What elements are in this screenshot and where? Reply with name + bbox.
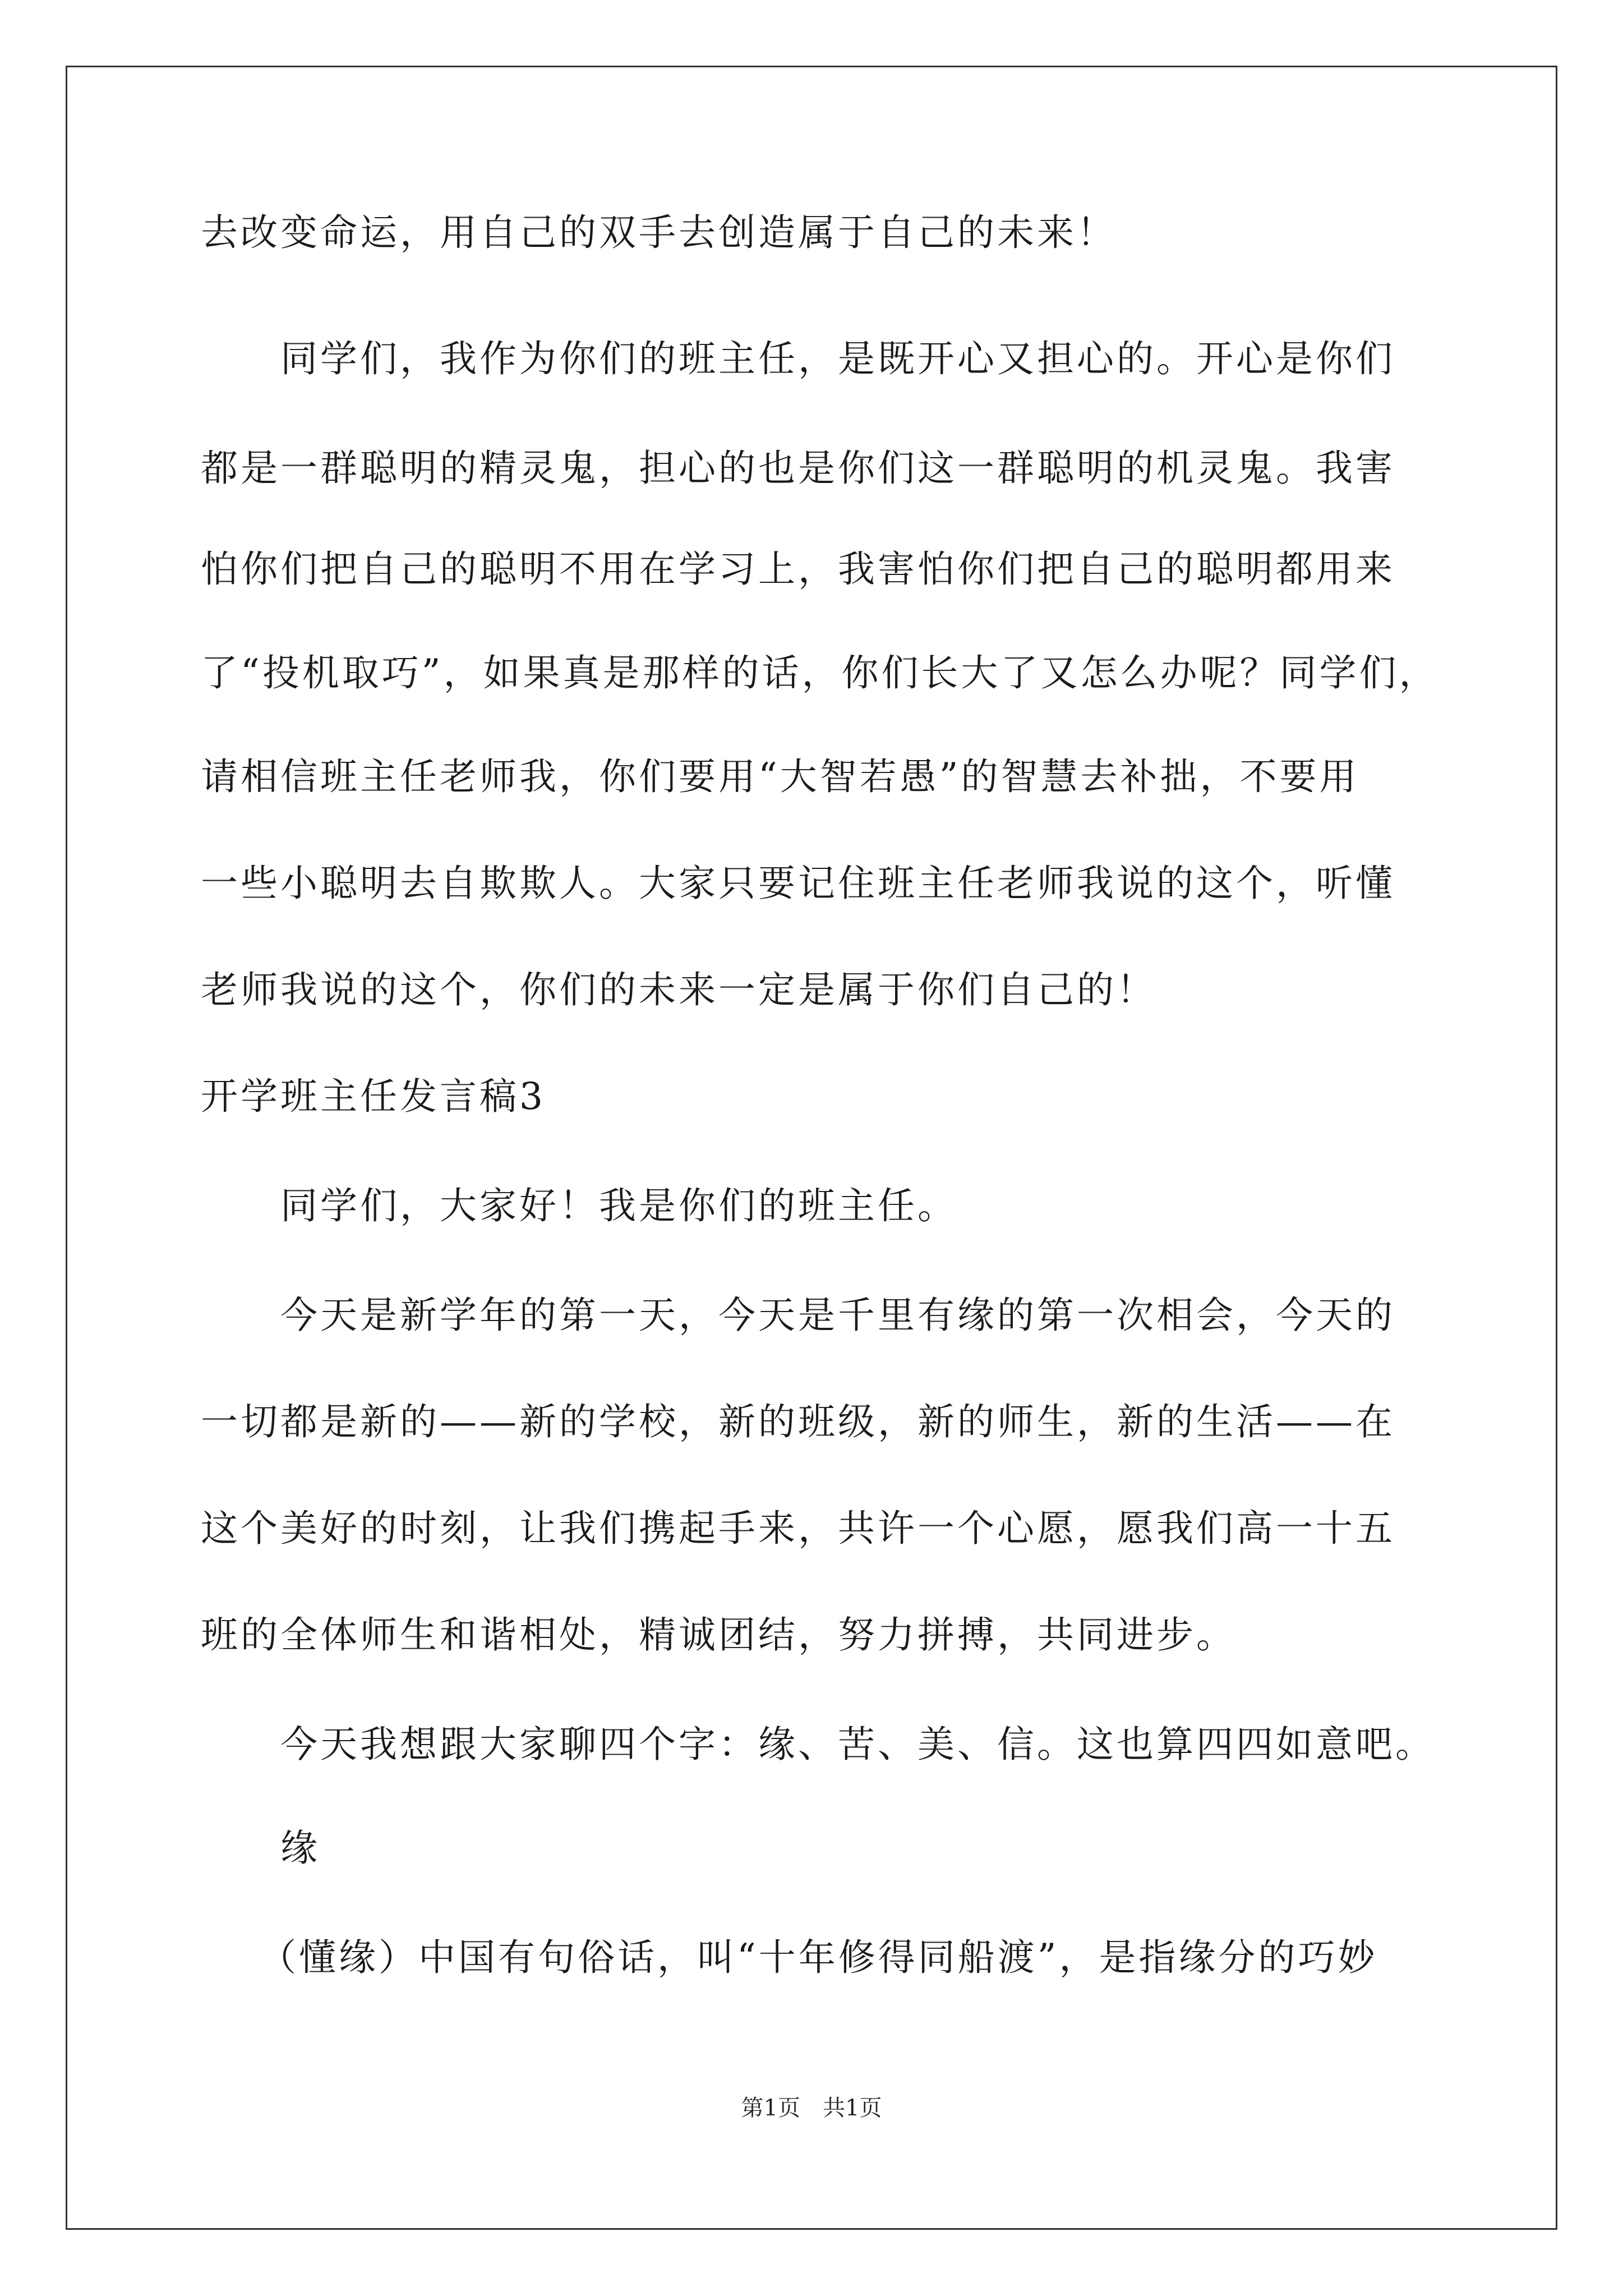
page-border (66, 66, 1557, 2230)
body-line-15: （懂缘）中国有句俗话，叫“十年修得同船渡”，是指缘分的巧妙 (259, 1936, 1378, 1979)
page-footer: 第1页 共1页 (741, 2095, 882, 2121)
body-line-11: 一切都是新的——新的学校，新的班级，新的师生，新的生活——在 (201, 1400, 1395, 1443)
subheading-yuan: 缘 (280, 1826, 320, 1870)
body-line-9: 同学们，大家好！我是你们的班主任。 (280, 1184, 957, 1227)
body-line-8: 老师我说的这个，你们的未来一定是属于你们自己的！ (201, 968, 1156, 1011)
section-heading: 开学班主任发言稿3 (201, 1075, 546, 1118)
body-line-5: 了“投机取巧”，如果真是那样的话，你们长大了又怎么办呢？同学们， (201, 651, 1439, 694)
body-line-6: 请相信班主任老师我，你们要用“大智若愚”的智慧去补拙，不要用 (201, 755, 1359, 798)
body-line-14: 今天我想跟大家聊四个字：缘、苦、美、信。这也算四四如意吧。 (280, 1723, 1435, 1766)
body-line-13: 班的全体师生和谐相处，精诚团结，努力拼搏，共同进步。 (201, 1613, 1236, 1657)
body-line-3: 都是一群聪明的精灵鬼，担心的也是你们这一群聪明的机灵鬼。我害 (201, 447, 1395, 490)
body-line-4: 怕你们把自己的聪明不用在学习上，我害怕你们把自己的聪明都用来 (201, 547, 1395, 591)
body-line-1: 去改变命运，用自己的双手去创造属于自己的未来！ (201, 211, 1117, 254)
body-line-2: 同学们，我作为你们的班主任，是既开心又担心的。开心是你们 (280, 337, 1395, 380)
body-line-7: 一些小聪明去自欺欺人。大家只要记住班主任老师我说的这个，听懂 (201, 862, 1395, 905)
body-line-12: 这个美好的时刻，让我们携起手来，共许一个心愿，愿我们高一十五 (201, 1507, 1395, 1550)
body-line-10: 今天是新学年的第一天，今天是千里有缘的第一次相会，今天的 (280, 1294, 1395, 1337)
